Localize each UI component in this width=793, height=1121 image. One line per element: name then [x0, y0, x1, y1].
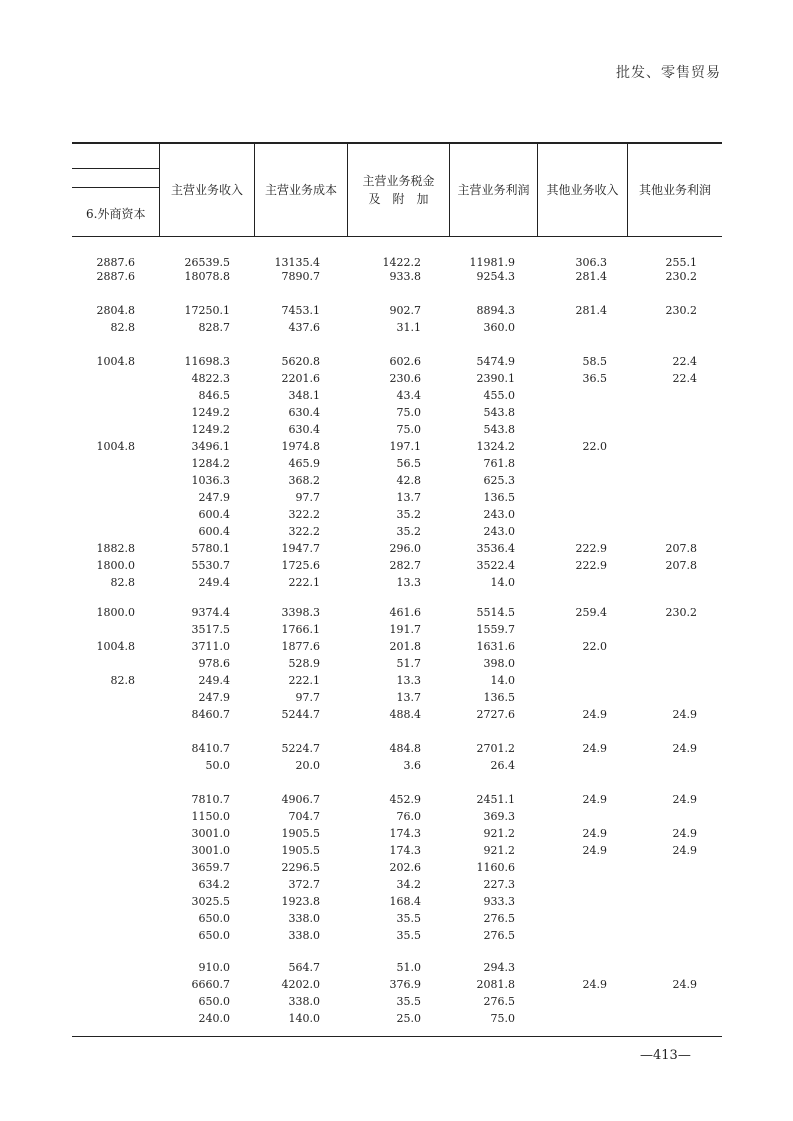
table-row — [0, 423, 793, 440]
table-cell: 634.2 — [198, 878, 230, 891]
table-cell: 51.7 — [396, 657, 421, 670]
table-cell: 564.7 — [288, 961, 320, 974]
table-cell: 82.8 — [110, 674, 135, 687]
table-cell: 18078.8 — [184, 270, 230, 283]
table-cell: 82.8 — [110, 321, 135, 334]
column-header-main-revenue — [160, 144, 255, 236]
table-row — [0, 559, 793, 576]
table-cell: 488.4 — [389, 708, 421, 721]
table-row — [0, 827, 793, 844]
column-header-text: 主营业务收入 — [170, 183, 243, 197]
table-cell: 1004.8 — [96, 355, 135, 368]
table-bottom-rule — [72, 1036, 722, 1037]
table-cell: 528.9 — [288, 657, 320, 670]
table-cell: 5780.1 — [191, 542, 230, 555]
table-cell: 921.2 — [483, 827, 515, 840]
table-cell: 1800.0 — [96, 606, 135, 619]
table-cell: 902.7 — [389, 304, 421, 317]
page-number: —413— — [640, 1048, 691, 1063]
table-cell: 921.2 — [483, 844, 515, 857]
table-cell: 978.6 — [198, 657, 230, 670]
table-cell: 281.4 — [575, 304, 607, 317]
table-cell: 24.9 — [582, 742, 607, 755]
column-header-text: 其他业务利润 — [638, 183, 711, 197]
table-row — [0, 978, 793, 995]
table-row — [0, 674, 793, 691]
table-cell: 24.9 — [672, 978, 697, 991]
table-cell: 3496.1 — [191, 440, 230, 453]
table-cell: 58.5 — [582, 355, 607, 368]
table-cell: 197.1 — [389, 440, 421, 453]
table-cell: 2451.1 — [476, 793, 515, 806]
column-header-text: 及 附 加 — [368, 192, 429, 206]
table-cell: 136.5 — [483, 491, 515, 504]
table-cell: 56.5 — [396, 457, 421, 470]
table-cell: 1249.2 — [191, 406, 230, 419]
table-cell: 43.4 — [396, 389, 421, 402]
table-row — [0, 657, 793, 674]
table-cell: 24.9 — [582, 793, 607, 806]
table-cell: 2804.8 — [96, 304, 135, 317]
table-cell: 24.9 — [672, 844, 697, 857]
table-cell: 240.0 — [198, 1012, 230, 1025]
table-cell: 24.9 — [672, 708, 697, 721]
table-cell: 3711.0 — [191, 640, 230, 653]
table-row — [0, 623, 793, 640]
table-cell: 3536.4 — [476, 542, 515, 555]
stub-label: 6.外商资本 — [86, 207, 146, 221]
table-cell: 7453.1 — [281, 304, 320, 317]
table-cell: 338.0 — [288, 912, 320, 925]
table-cell: 650.0 — [198, 912, 230, 925]
table-cell: 13.7 — [396, 691, 421, 704]
table-cell: 13.3 — [396, 674, 421, 687]
table-row — [0, 793, 793, 810]
table-cell: 24.9 — [672, 827, 697, 840]
table-cell: 461.6 — [389, 606, 421, 619]
table-row — [0, 270, 793, 287]
table-cell: 704.7 — [288, 810, 320, 823]
table-row — [0, 355, 793, 372]
table-cell: 259.4 — [575, 606, 607, 619]
table-row — [0, 844, 793, 861]
stub-divider — [72, 168, 159, 169]
table-row — [0, 440, 793, 457]
table-cell: 230.2 — [665, 304, 697, 317]
table-row — [0, 406, 793, 423]
table-row — [0, 691, 793, 708]
table-cell: 360.0 — [483, 321, 515, 334]
table-cell: 35.2 — [396, 508, 421, 521]
column-header-text: 主营业务税金 — [362, 174, 435, 188]
table-cell: 1004.8 — [96, 440, 135, 453]
table-row — [0, 640, 793, 657]
table-cell: 13135.4 — [274, 256, 320, 269]
table-row — [0, 542, 793, 559]
table-cell: 3001.0 — [191, 844, 230, 857]
table-row — [0, 474, 793, 491]
table-cell: 338.0 — [288, 995, 320, 1008]
table-row — [0, 576, 793, 593]
table-cell: 82.8 — [110, 576, 135, 589]
table-cell: 1160.6 — [476, 861, 515, 874]
table-cell: 276.5 — [483, 929, 515, 942]
table-cell: 14.0 — [490, 576, 515, 589]
table-cell: 276.5 — [483, 995, 515, 1008]
table-cell: 191.7 — [389, 623, 421, 636]
table-cell: 368.2 — [288, 474, 320, 487]
table-cell: 222.9 — [575, 559, 607, 572]
table-cell: 1284.2 — [191, 457, 230, 470]
table-row — [0, 606, 793, 623]
table-cell: 933.8 — [389, 270, 421, 283]
table-cell: 207.8 — [665, 542, 697, 555]
table-cell: 369.3 — [483, 810, 515, 823]
table-cell: 1947.7 — [281, 542, 320, 555]
table-cell: 281.4 — [575, 270, 607, 283]
table-cell: 24.9 — [672, 793, 697, 806]
table-header-rule — [72, 236, 722, 237]
table-cell: 5620.8 — [281, 355, 320, 368]
table-cell: 2701.2 — [476, 742, 515, 755]
table-cell: 207.8 — [665, 559, 697, 572]
table-cell: 1882.8 — [96, 542, 135, 555]
table-cell: 202.6 — [389, 861, 421, 874]
table-cell: 8410.7 — [191, 742, 230, 755]
table-cell: 97.7 — [295, 691, 320, 704]
table-cell: 50.0 — [205, 759, 230, 772]
table-cell: 26.4 — [490, 759, 515, 772]
table-cell: 1905.5 — [281, 844, 320, 857]
table-cell: 600.4 — [198, 525, 230, 538]
table-cell: 398.0 — [483, 657, 515, 670]
table-cell: 294.3 — [483, 961, 515, 974]
table-cell: 11981.9 — [469, 256, 515, 269]
table-cell: 1725.6 — [281, 559, 320, 572]
table-cell: 174.3 — [389, 844, 421, 857]
table-cell: 222.1 — [288, 576, 320, 589]
table-cell: 296.0 — [389, 542, 421, 555]
table-cell: 2081.8 — [476, 978, 515, 991]
table-cell: 543.8 — [483, 423, 515, 436]
table-cell: 247.9 — [198, 491, 230, 504]
table-cell: 9374.4 — [191, 606, 230, 619]
table-cell: 7810.7 — [191, 793, 230, 806]
table-cell: 1905.5 — [281, 827, 320, 840]
table-row — [0, 457, 793, 474]
table-row — [0, 321, 793, 338]
table-cell: 6660.7 — [191, 978, 230, 991]
table-cell: 11698.3 — [184, 355, 230, 368]
section-title: 批发、零售贸易 — [616, 65, 721, 81]
table-cell: 543.8 — [483, 406, 515, 419]
table-cell: 933.3 — [483, 895, 515, 908]
table-row — [0, 995, 793, 1012]
table-cell: 9254.3 — [476, 270, 515, 283]
table-row — [0, 491, 793, 508]
table-cell: 1249.2 — [191, 423, 230, 436]
table-cell: 42.8 — [396, 474, 421, 487]
table-cell: 24.9 — [582, 844, 607, 857]
table-row — [0, 304, 793, 321]
table-cell: 910.0 — [198, 961, 230, 974]
table-row — [0, 742, 793, 759]
table-cell: 2201.6 — [281, 372, 320, 385]
table-cell: 136.5 — [483, 691, 515, 704]
table-cell: 168.4 — [389, 895, 421, 908]
table-cell: 1150.0 — [191, 810, 230, 823]
table-cell: 140.0 — [288, 1012, 320, 1025]
column-header-text: 其他业务收入 — [546, 183, 619, 197]
table-cell: 35.2 — [396, 525, 421, 538]
table-cell: 465.9 — [288, 457, 320, 470]
table-cell: 600.4 — [198, 508, 230, 521]
table-cell: 3025.5 — [191, 895, 230, 908]
table-cell: 372.7 — [288, 878, 320, 891]
table-cell: 5244.7 — [281, 708, 320, 721]
table-stub-header — [72, 144, 160, 236]
table-cell: 222.9 — [575, 542, 607, 555]
table-cell: 13.7 — [396, 491, 421, 504]
table-cell: 75.0 — [396, 423, 421, 436]
table-row — [0, 961, 793, 978]
table-cell: 249.4 — [198, 576, 230, 589]
stub-divider — [72, 187, 159, 188]
table-cell: 630.4 — [288, 423, 320, 436]
table-row — [0, 895, 793, 912]
table-cell: 174.3 — [389, 827, 421, 840]
table-cell: 1004.8 — [96, 640, 135, 653]
table-cell: 7890.7 — [281, 270, 320, 283]
table-cell: 3.6 — [403, 759, 421, 772]
column-header-main-cost — [255, 144, 348, 236]
table-cell: 4822.3 — [191, 372, 230, 385]
table-cell: 1923.8 — [281, 895, 320, 908]
table-cell: 3001.0 — [191, 827, 230, 840]
table-cell: 243.0 — [483, 508, 515, 521]
table-cell: 322.2 — [288, 525, 320, 538]
table-cell: 1036.3 — [191, 474, 230, 487]
table-cell: 2727.6 — [476, 708, 515, 721]
table-cell: 5530.7 — [191, 559, 230, 572]
table-row — [0, 389, 793, 406]
table-cell: 1559.7 — [476, 623, 515, 636]
column-header-main-profit — [450, 144, 538, 236]
table-cell: 455.0 — [483, 389, 515, 402]
table-row — [0, 708, 793, 725]
table-cell: 255.1 — [665, 256, 697, 269]
table-cell: 24.9 — [582, 978, 607, 991]
table-cell: 22.0 — [582, 440, 607, 453]
table-cell: 249.4 — [198, 674, 230, 687]
table-cell: 761.8 — [483, 457, 515, 470]
table-cell: 24.9 — [582, 827, 607, 840]
table-cell: 230.2 — [665, 270, 697, 283]
table-cell: 25.0 — [396, 1012, 421, 1025]
table-cell: 36.5 — [582, 372, 607, 385]
table-cell: 276.5 — [483, 912, 515, 925]
table-row — [0, 508, 793, 525]
table-cell: 243.0 — [483, 525, 515, 538]
table-cell: 24.9 — [672, 742, 697, 755]
table-cell: 338.0 — [288, 929, 320, 942]
table-cell: 227.3 — [483, 878, 515, 891]
table-cell: 13.3 — [396, 576, 421, 589]
table-cell: 348.1 — [288, 389, 320, 402]
table-cell: 247.9 — [198, 691, 230, 704]
table-cell: 51.0 — [396, 961, 421, 974]
table-cell: 75.0 — [490, 1012, 515, 1025]
table-row — [0, 912, 793, 929]
table-cell: 484.8 — [389, 742, 421, 755]
table-cell: 230.6 — [389, 372, 421, 385]
table-cell: 5224.7 — [281, 742, 320, 755]
table-cell: 201.8 — [389, 640, 421, 653]
table-cell: 282.7 — [389, 559, 421, 572]
table-cell: 222.1 — [288, 674, 320, 687]
table-cell: 34.2 — [396, 878, 421, 891]
table-cell: 35.5 — [396, 995, 421, 1008]
table-cell: 625.3 — [483, 474, 515, 487]
table-cell: 2390.1 — [476, 372, 515, 385]
table-cell: 20.0 — [295, 759, 320, 772]
table-cell: 2296.5 — [281, 861, 320, 874]
table-cell: 4906.7 — [281, 793, 320, 806]
table-cell: 26539.5 — [184, 256, 230, 269]
table-cell: 828.7 — [198, 321, 230, 334]
table-cell: 376.9 — [389, 978, 421, 991]
table-cell: 452.9 — [389, 793, 421, 806]
table-cell: 97.7 — [295, 491, 320, 504]
table-cell: 35.5 — [396, 929, 421, 942]
table-row — [0, 878, 793, 895]
table-row — [0, 1012, 793, 1029]
table-cell: 3398.3 — [281, 606, 320, 619]
table-cell: 437.6 — [288, 321, 320, 334]
table-cell: 1877.6 — [281, 640, 320, 653]
table-cell: 650.0 — [198, 929, 230, 942]
table-cell: 3659.7 — [191, 861, 230, 874]
column-header-text: 主营业务利润 — [457, 183, 530, 197]
table-cell: 35.5 — [396, 912, 421, 925]
table-cell: 3517.5 — [191, 623, 230, 636]
table-cell: 17250.1 — [184, 304, 230, 317]
table-row — [0, 929, 793, 946]
table-row — [0, 372, 793, 389]
table-cell: 8894.3 — [476, 304, 515, 317]
table-cell: 75.0 — [396, 406, 421, 419]
table-cell: 76.0 — [396, 810, 421, 823]
table-cell: 1422.2 — [382, 256, 421, 269]
table-cell: 3522.4 — [476, 559, 515, 572]
table-cell: 1631.6 — [476, 640, 515, 653]
table-cell: 5514.5 — [476, 606, 515, 619]
column-header-other-revenue — [538, 144, 628, 236]
table-cell: 5474.9 — [476, 355, 515, 368]
column-header-text: 主营业务成本 — [264, 183, 337, 197]
table-row — [0, 861, 793, 878]
table-cell: 602.6 — [389, 355, 421, 368]
table-cell: 22.0 — [582, 640, 607, 653]
table-cell: 306.3 — [575, 256, 607, 269]
table-cell: 230.2 — [665, 606, 697, 619]
column-header-other-profit — [628, 144, 722, 236]
table-cell: 22.4 — [672, 372, 697, 385]
table-cell: 630.4 — [288, 406, 320, 419]
table-cell: 1800.0 — [96, 559, 135, 572]
table-row — [0, 759, 793, 776]
table-cell: 1324.2 — [476, 440, 515, 453]
column-header-main-tax — [348, 144, 450, 236]
table-cell: 2887.6 — [96, 256, 135, 269]
table-cell: 846.5 — [198, 389, 230, 402]
table-cell: 8460.7 — [191, 708, 230, 721]
table-cell: 1766.1 — [281, 623, 320, 636]
table-row — [0, 525, 793, 542]
table-cell: 1974.8 — [281, 440, 320, 453]
table-cell: 31.1 — [396, 321, 421, 334]
table-cell: 322.2 — [288, 508, 320, 521]
table-cell: 2887.6 — [96, 270, 135, 283]
table-cell: 24.9 — [582, 708, 607, 721]
table-cell: 4202.0 — [281, 978, 320, 991]
table-cell: 650.0 — [198, 995, 230, 1008]
table-cell: 14.0 — [490, 674, 515, 687]
table-cell: 22.4 — [672, 355, 697, 368]
table-row — [0, 810, 793, 827]
